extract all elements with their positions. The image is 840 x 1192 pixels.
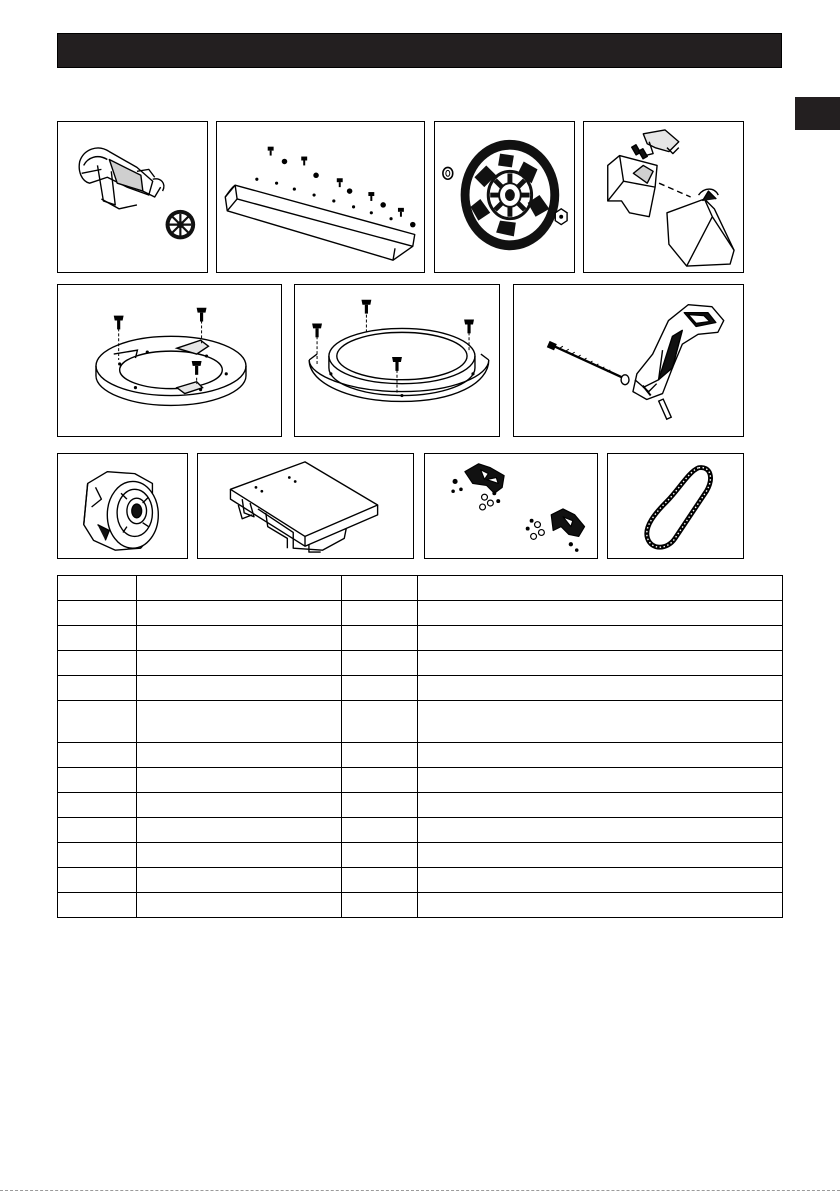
cell-part	[137, 676, 342, 701]
table-row	[58, 793, 783, 818]
parts-list-table	[57, 575, 783, 918]
table-row	[58, 626, 783, 651]
cell-qty	[342, 893, 418, 918]
part-panel-11	[607, 453, 744, 559]
cell-qty	[342, 818, 418, 843]
table-row	[58, 576, 783, 601]
cell-desc	[418, 868, 783, 893]
cell-no	[58, 576, 137, 601]
cell-qty	[342, 743, 418, 768]
cell-no	[58, 843, 137, 868]
cell-qty	[342, 576, 418, 601]
handle-bracket-and-small-wheel-icon	[58, 122, 207, 272]
wheel-with-washer-and-nut-icon	[435, 122, 574, 272]
cell-no	[58, 701, 137, 743]
part-panel-3	[434, 121, 575, 273]
table-row	[58, 843, 783, 868]
cell-part	[137, 576, 342, 601]
cell-desc	[418, 576, 783, 601]
cell-part	[137, 651, 342, 676]
section-header-bar	[57, 33, 782, 68]
cell-part	[137, 743, 342, 768]
table-row	[58, 651, 783, 676]
table-row	[58, 868, 783, 893]
cell-desc	[418, 843, 783, 868]
cell-no	[58, 793, 137, 818]
cell-desc	[418, 626, 783, 651]
cell-desc	[418, 601, 783, 626]
cell-qty	[342, 601, 418, 626]
part-panel-2	[216, 121, 425, 273]
cell-qty	[342, 843, 418, 868]
cell-desc	[418, 768, 783, 793]
base-ring-with-screws-icon	[58, 285, 281, 436]
part-panel-9	[197, 453, 414, 559]
cell-qty	[342, 768, 418, 793]
part-panel-10	[424, 453, 598, 559]
cell-no	[58, 626, 137, 651]
cell-no	[58, 818, 137, 843]
cell-qty	[342, 651, 418, 676]
table-row	[58, 601, 783, 626]
cell-desc	[418, 818, 783, 843]
part-panel-5	[57, 284, 282, 437]
battery-compartment-icon	[198, 454, 413, 558]
cell-part	[137, 843, 342, 868]
cell-qty	[342, 701, 418, 743]
drive-belt-icon	[608, 454, 743, 558]
language-side-tab	[795, 97, 840, 130]
cell-desc	[418, 893, 783, 918]
cell-desc	[418, 793, 783, 818]
cell-no	[58, 893, 137, 918]
cell-qty	[342, 626, 418, 651]
auxiliary-handle-with-bolt-icon	[514, 285, 743, 436]
cell-part	[137, 793, 342, 818]
table-row	[58, 893, 783, 918]
cell-no	[58, 601, 137, 626]
scraper-blade-with-screws-icon	[217, 122, 424, 272]
part-panel-1	[57, 121, 208, 273]
chute-deflector-assembly-icon	[584, 122, 743, 272]
table-row	[58, 676, 783, 701]
cell-part	[137, 893, 342, 918]
cell-part	[137, 868, 342, 893]
cell-part	[137, 601, 342, 626]
cell-no	[58, 768, 137, 793]
cell-no	[58, 651, 137, 676]
cell-desc	[418, 743, 783, 768]
cell-part	[137, 818, 342, 843]
cell-no	[58, 743, 137, 768]
table-row	[58, 743, 783, 768]
cell-part	[137, 768, 342, 793]
impeller-housing-icon	[58, 454, 187, 558]
brackets-with-hardware-icon	[425, 454, 597, 558]
cell-part	[137, 701, 342, 743]
cell-desc	[418, 676, 783, 701]
cell-desc	[418, 701, 783, 743]
cell-part	[137, 626, 342, 651]
part-panel-8	[57, 453, 188, 559]
cell-no	[58, 676, 137, 701]
part-panel-4	[583, 121, 744, 273]
cell-qty	[342, 676, 418, 701]
cell-qty	[342, 793, 418, 818]
table-row	[58, 818, 783, 843]
chute-ring-with-screws-icon	[295, 285, 499, 436]
cell-desc	[418, 651, 783, 676]
part-panel-7	[513, 284, 744, 437]
part-panel-6	[294, 284, 500, 437]
table-row	[58, 701, 783, 743]
table-row	[58, 768, 783, 793]
cell-no	[58, 868, 137, 893]
cell-qty	[342, 868, 418, 893]
page-bottom-rule	[0, 1190, 840, 1191]
